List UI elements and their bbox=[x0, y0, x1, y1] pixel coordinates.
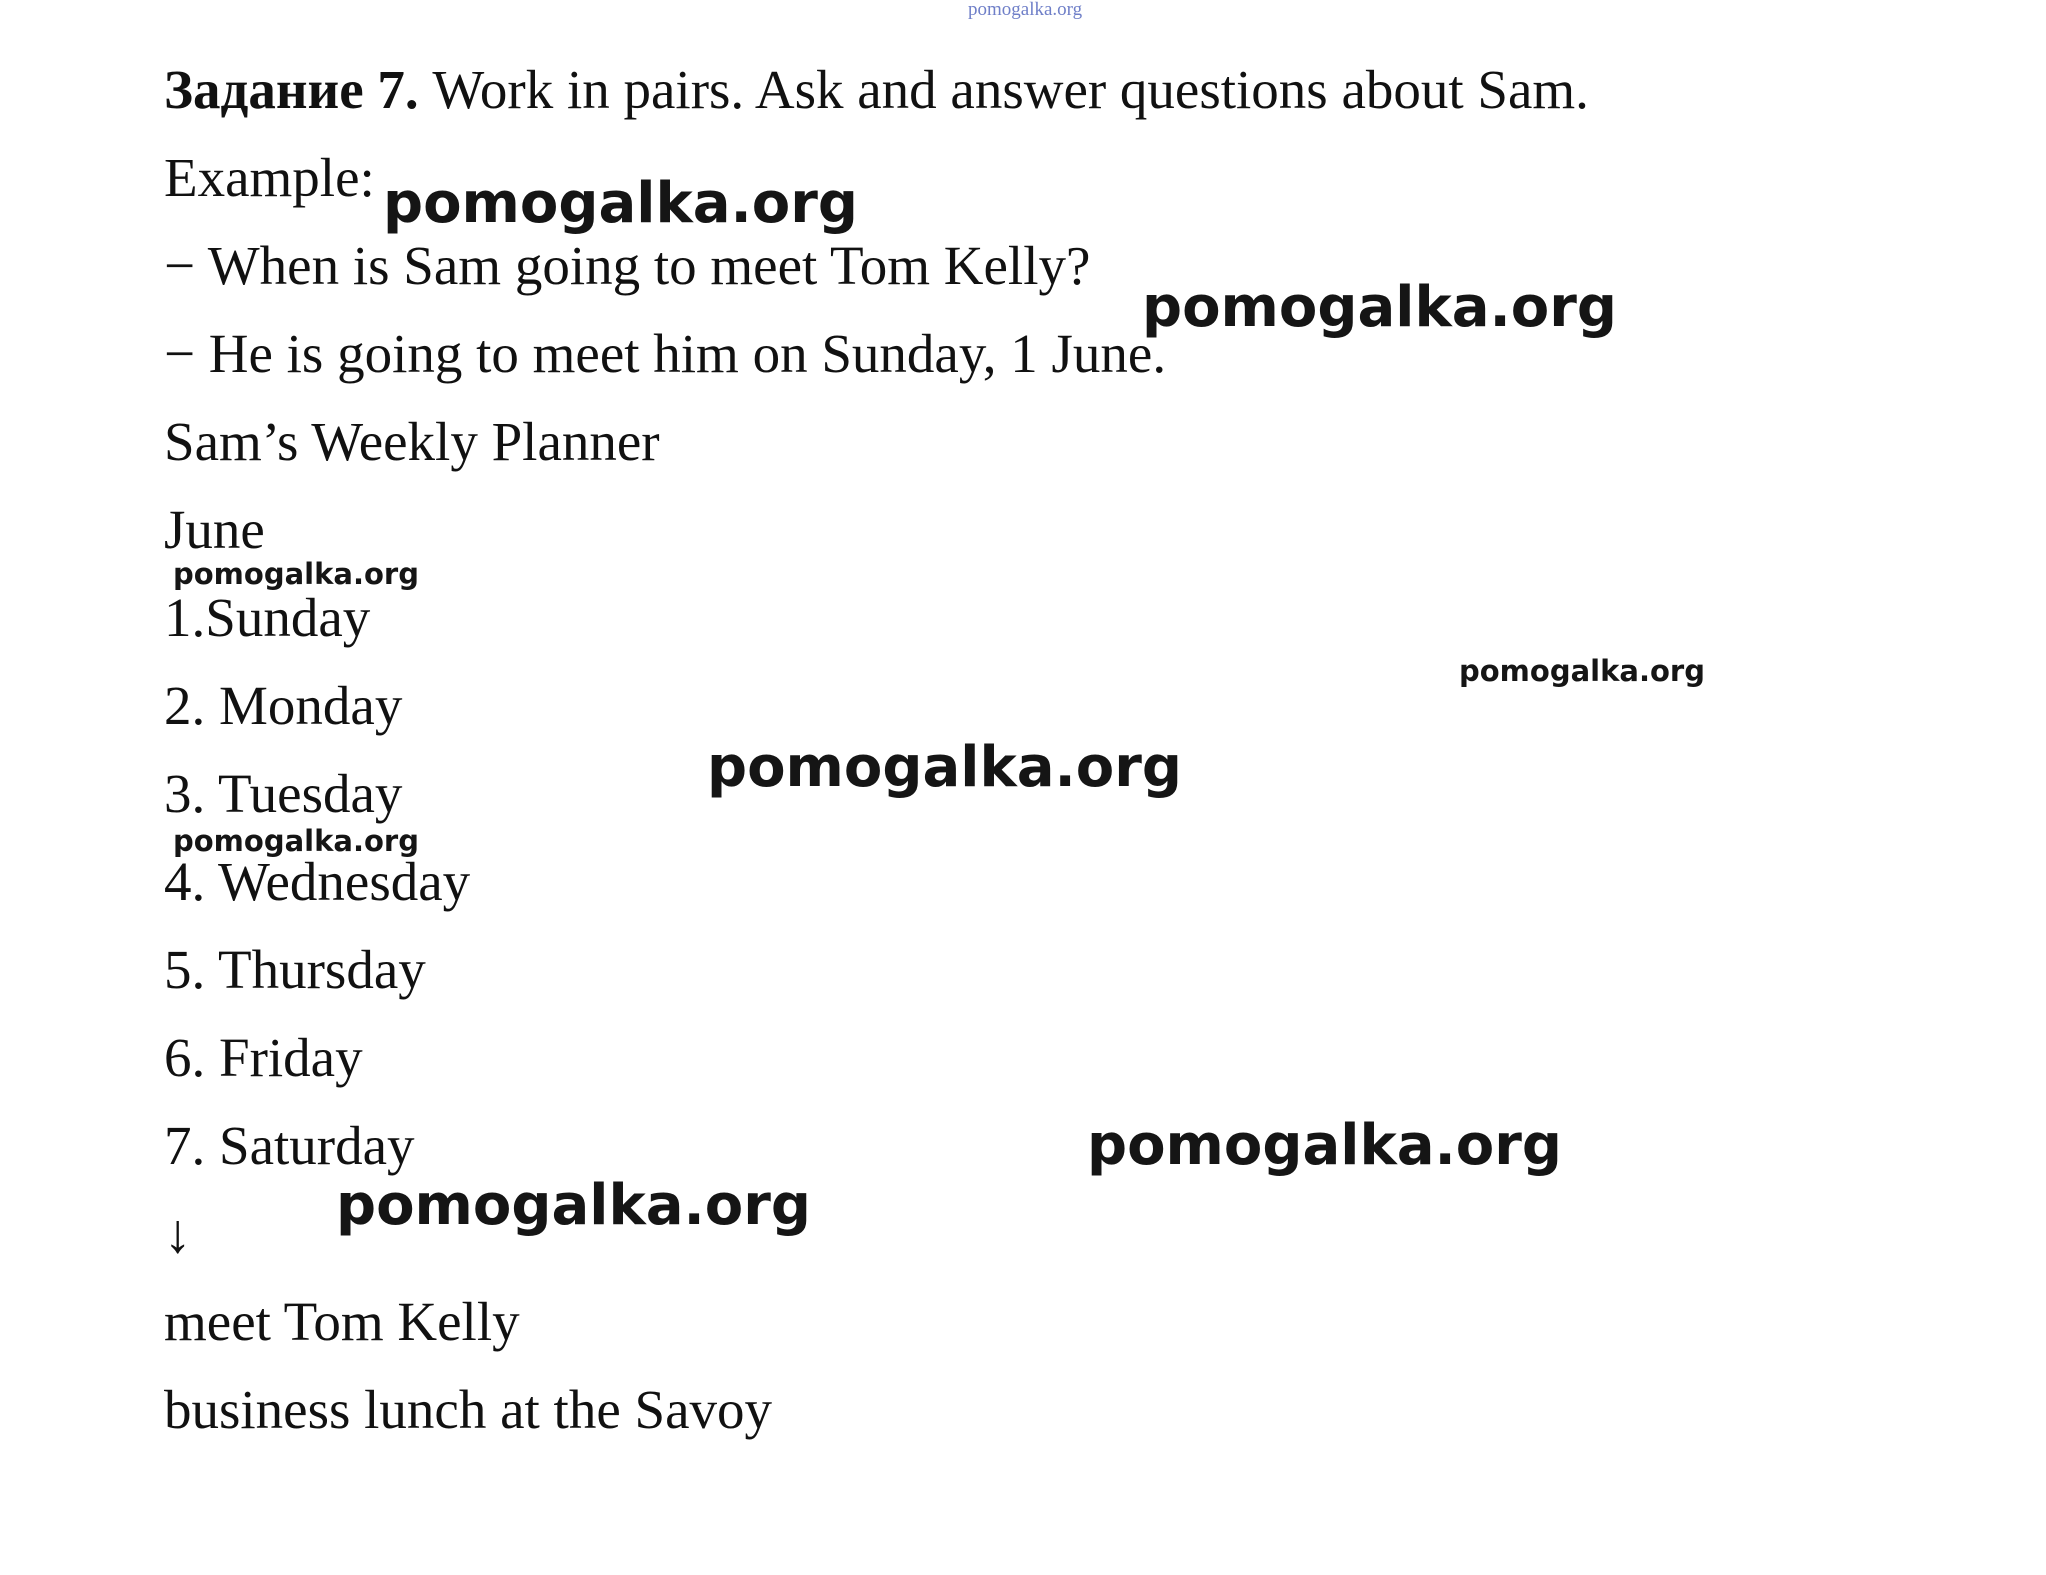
planner-day: 1.Sunday bbox=[164, 587, 371, 648]
watermark: pomogalka.org bbox=[173, 557, 419, 591]
planner-day: 4. Wednesday bbox=[164, 851, 471, 912]
planner-activity: business lunch at the Savoy bbox=[164, 1379, 772, 1440]
watermark: pomogalka.org bbox=[1087, 1113, 1562, 1178]
planner-day: 5. Thursday bbox=[164, 939, 426, 1000]
watermark: pomogalka.org bbox=[336, 1173, 811, 1238]
watermark: pomogalka.org bbox=[707, 735, 1182, 800]
planner-day: 6. Friday bbox=[164, 1027, 363, 1088]
watermark: pomogalka.org bbox=[383, 171, 858, 236]
example-label: Example: bbox=[164, 147, 375, 208]
planner-month: June bbox=[164, 499, 265, 560]
watermark: pomogalka.org bbox=[1459, 654, 1705, 688]
watermark: pomogalka.org bbox=[173, 824, 419, 858]
planner-activity: meet Tom Kelly bbox=[164, 1291, 520, 1352]
example-answer: − He is going to meet him on Sunday, 1 June. bbox=[164, 323, 1167, 384]
planner-day: 7. Saturday bbox=[164, 1115, 415, 1176]
task-heading bbox=[164, 58, 1589, 122]
down-arrow-icon: ↓ bbox=[164, 1203, 192, 1264]
task-instruction: Work in pairs. Ask and answer questions about Sam. bbox=[418, 59, 1589, 120]
planner-day: 2. Monday bbox=[164, 675, 403, 736]
planner-day: 3. Tuesday bbox=[164, 763, 403, 824]
top-watermark: pomogalka.org bbox=[968, 0, 1083, 20]
task-label: Задание 7. bbox=[164, 59, 419, 120]
planner-title: Sam’s Weekly Planner bbox=[164, 411, 660, 472]
example-question: − When is Sam going to meet Tom Kelly? bbox=[164, 235, 1091, 296]
watermark: pomogalka.org bbox=[1142, 275, 1617, 340]
